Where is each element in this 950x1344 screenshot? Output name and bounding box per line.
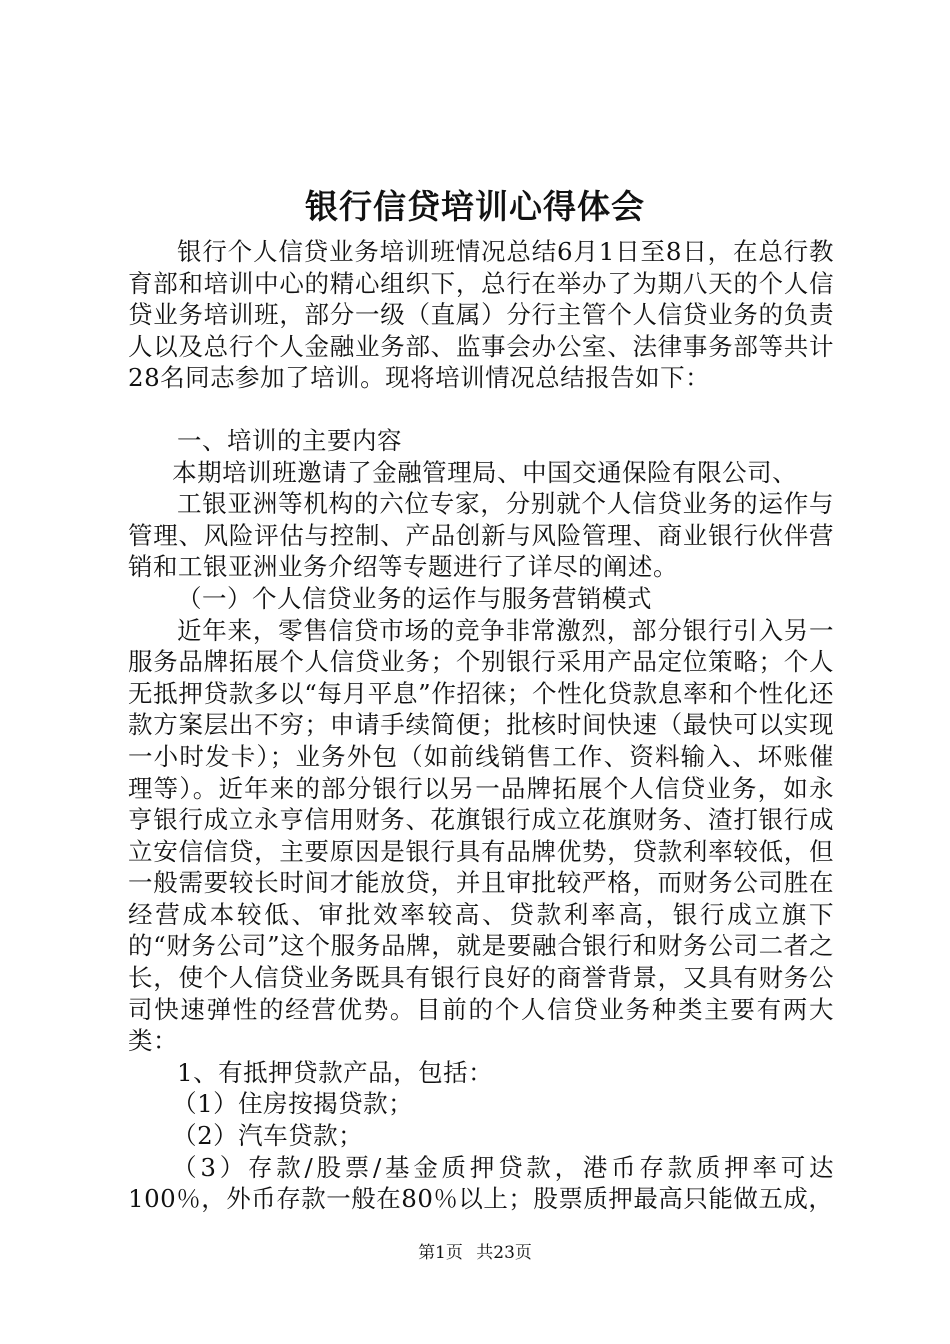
page-footer — [0, 1241, 950, 1265]
document-title: 银行信贷培训心得体会 — [305, 187, 645, 226]
page-number: 第1页 — [418, 1243, 463, 1263]
paragraph-gap — [128, 394, 834, 425]
subsection-paragraph: 近年来，零售信贷市场的竞争非常激烈，部分银行引入另一服务品牌拓展个人信贷业务；个别银行采用产品定位策略；个人无抵押贷款多以“每月平息”作招徕；个性化贷款息率和个性化还款方案层出不穷；申请手续简便；批核时间快速（最快可以实现一小时发卡）；业务外包（如前线销售工作、资料输入、坏账催理等）。近年来的部分银行以另一品牌拓展个人信贷业务，如永亨银行成立永亨信用财务、花旗银行成立花旗财务、渣打银行成立安信信贷，主要原因是银行具有品牌优势，贷款利率较低，但一般需要较长时间才能放贷，并且审批较严格，而财务公司胜在经营成本较低、审批效率较高、贷款利率高，银行成立旗下的“财务公司”这个服务品牌，就是要融合银行和财务公司二者之长，使个人信贷业务既具有银行良好的商誉背景，又具有财务公司快速弹性的经营优势。目前的个人信贷业务种类主要有两大类： — [128, 615, 834, 1056]
section-heading: 一、培训的主要内容 — [177, 425, 402, 455]
list-subitem: （1）住房按揭贷款； — [172, 1089, 414, 1119]
list-subitem: （3）存款/股票/基金质押贷款，港币存款质押率可达100％，外币存款一般在80％以上；股票质押最高只能做五成， — [128, 1152, 834, 1214]
section-paragraph: 工银亚洲等机构的六位专家，分别就个人信贷业务的运作与管理、风险评估与控制、产品创新与风险管理、商业银行伙伴营销和工银亚洲业务介绍等专题进行了详尽的阐述。 — [128, 489, 834, 582]
list-subitem: （2）汽车贷款； — [172, 1121, 364, 1151]
document-body — [128, 236, 834, 1215]
intro-paragraph: 银行个人信贷业务培训班情况总结6月1日至8日，在总行教育部和培训中心的精心组织下，总行在举办了为期八天的个人信贷业务培训班，部分一级（直属）分行主管个人信贷业务的负责人以及总行个人金融业务部、监事会办公室、法律事务部等共计28名同志参加了培训。现将培训情况总结报告如下： — [128, 237, 834, 393]
list-item: 1、有抵押贷款产品，包括： — [177, 1057, 494, 1087]
section-paragraph-line: 本期培训班邀请了金融管理局、中国交通保险有限公司、 — [172, 457, 798, 487]
subsection-heading: （一）个人信贷业务的运作与服务营销模式 — [177, 583, 652, 613]
page-total: 共23页 — [476, 1243, 532, 1263]
